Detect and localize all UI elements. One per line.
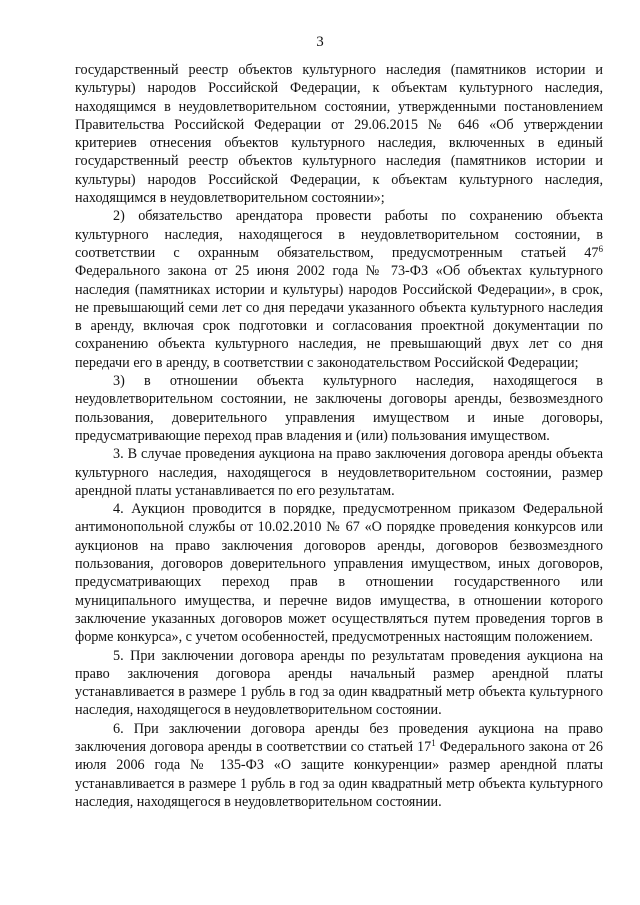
paragraph-item-2-text-after: Федерального закона от 25 июня 2002 года № 73-ФЗ «Об объектах культурного наследия (памятниках истории и культуры) народов Российской Федерации», в срок, не превышающий семи лет со дня передачи указанного объекта культурного наследия в аренду, включая срок подготовки и согласования проектной документации по сохранению объекта культурного наследия, не превышающий двух лет со дня передачи его в аренду, в соответствии с законодательством Российской Федерации; [75,263,603,371]
paragraph-section-6-text-after: Федерального закона от 26 июля 2006 года № 135-ФЗ «О защите конкуренции» размер арендной платы устанавливается в размере 1 рубль в год за один квадратный метр объекта культурного наследия, находящегося в неудовлетворительном состоянии. [75,738,604,810]
superscript-1: 1 [431,737,436,748]
paragraph-continuation: государственный реестр объектов культурного наследия (памятников истории и культуры) народов Российской Федерации, к объектам культурного наследия, находящимся в неудовлетворительном состоянии, утвержденными постановлением Правительства Российской Федерации от 29.06.2015 № 646 «Об утверждении критериев отнесения объектов культурного наследия, включенных в единый государственный реестр объектов культурного наследия (памятников истории и культуры) народов Российской Федерации, к объектам культурного наследия, находящимся в неудовлетворительном состоянии»; [75,62,603,207]
superscript-6: 6 [598,243,603,254]
paragraph-item-2-text-before: 2) обязательство арендатора провести работы по сохранению объекта культурного наследия, находящегося в неудовлетворительном состоянии, в соответствии с охранным обязательством, предусмотренным статьей 47 [75,208,603,261]
paragraph-item-2 [75,207,603,372]
page-number: 3 [316,34,324,50]
paragraph-item-3: 3) в отношении объекта культурного наследия, находящегося в неудовлетворительном состоянии, не заключены договоры аренды, безвозмездного пользования, доверительного управления имуществом и иные договоры, предусматривающие переход прав владения и (или) пользования имуществом. [75,373,603,444]
paragraph-section-6-text-before: 6. При заключении договора аренды без проведения аукциона на право заключения договора аренды в соответствии со статьей 17 [75,720,603,755]
paragraph-section-5: 5. При заключении договора аренды по результатам проведения аукциона на право заключения договора аренды начальный размер арендной платы устанавливается в размере 1 рубль в год за один квадратный метр объекта культурного наследия, находящегося в неудовлетворительном состоянии. [75,647,603,719]
paragraph-section-6 [75,720,603,811]
document-body [75,61,603,811]
paragraph-section-3: 3. В случае проведения аукциона на право заключения договора аренды объекта культурного наследия, находящегося в неудовлетворительном состоянии, размер арендной платы устанавливается по его результатам. [75,446,603,499]
paragraph-section-4: 4. Аукцион проводится в порядке, предусмотренном приказом Федеральной антимонопольной службы от 10.02.2010 № 67 «О порядке проведения конкурсов или аукционов на право заключения договоров аренды, договоров безвозмездного пользования, договоров доверительного управления имуществом, иных договоров, предусматривающих переход прав в отношении государственного или муниципального имущества, и перечне видов имущества, в отношении которого заключение указанных договоров может осуществляться путем проведения торгов в форме конкурса», с учетом особенностей, предусмотренных настоящим положением. [75,501,603,646]
